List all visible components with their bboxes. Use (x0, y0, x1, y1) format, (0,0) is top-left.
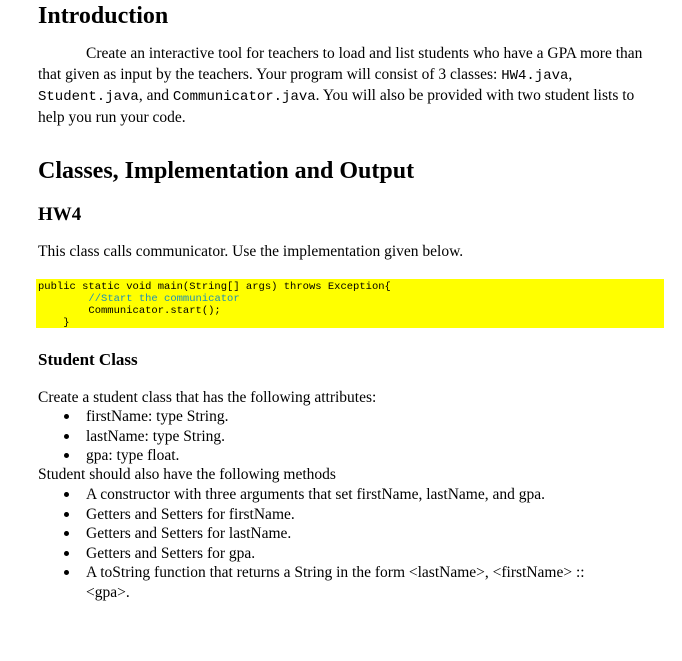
code-line-main: public static void main(String[] args) throws Exception{ (38, 281, 391, 293)
list-item: Getters and Setters for firstName. (38, 505, 664, 525)
methods-intro: Student should also have the following methods (38, 466, 336, 483)
list-item: firstName: type String. (38, 407, 664, 427)
file-name-communicator: Communicator.java (172, 89, 316, 105)
file-name-student: Student.java (38, 89, 139, 105)
hw4-description: This class calls communicator. Use the implementation given below. (38, 243, 464, 260)
list-item: lastName: type String. (38, 427, 664, 447)
code-comment: //Start the communicator (88, 293, 240, 305)
hw4-heading: HW4 (38, 204, 82, 225)
code-block (36, 279, 664, 328)
student-class-heading: Student Class (38, 350, 138, 369)
classes-heading: Classes, Implementation and Output (38, 158, 415, 184)
file-name-hw4: HW4.java (501, 67, 569, 84)
methods-list (38, 485, 664, 603)
code-line-close: } (38, 317, 70, 329)
code-indent (38, 293, 88, 305)
intro-text-part1: Create an interactive tool for teachers to load and list students who have a GPA more than that given as input by the teachers. Your program will consist of 3 classes: (38, 45, 643, 83)
list-item: A toString function that returns a String in the form <lastName>, <firstName> :: <gpa>. (38, 563, 664, 602)
introduction-heading: Introduction (38, 3, 169, 29)
intro-separator-1: , (568, 65, 573, 83)
list-item: gpa: type float. (38, 446, 664, 466)
introduction-paragraph (38, 44, 664, 128)
list-item: A constructor with three arguments that set firstName, lastName, and gpa. (38, 485, 664, 505)
intro-separator-2: , and (138, 87, 173, 104)
code-line-comment (38, 293, 664, 305)
intro-text-part2: . You will also be provided with two student lists to help you run your code. (38, 87, 635, 126)
code-line-start: Communicator.start(); (38, 305, 221, 317)
list-item: Getters and Setters for lastName. (38, 524, 664, 544)
list-item: Getters and Setters for gpa. (38, 544, 664, 564)
attributes-list (38, 407, 664, 466)
student-intro: Create a student class that has the following attributes: (38, 389, 377, 406)
